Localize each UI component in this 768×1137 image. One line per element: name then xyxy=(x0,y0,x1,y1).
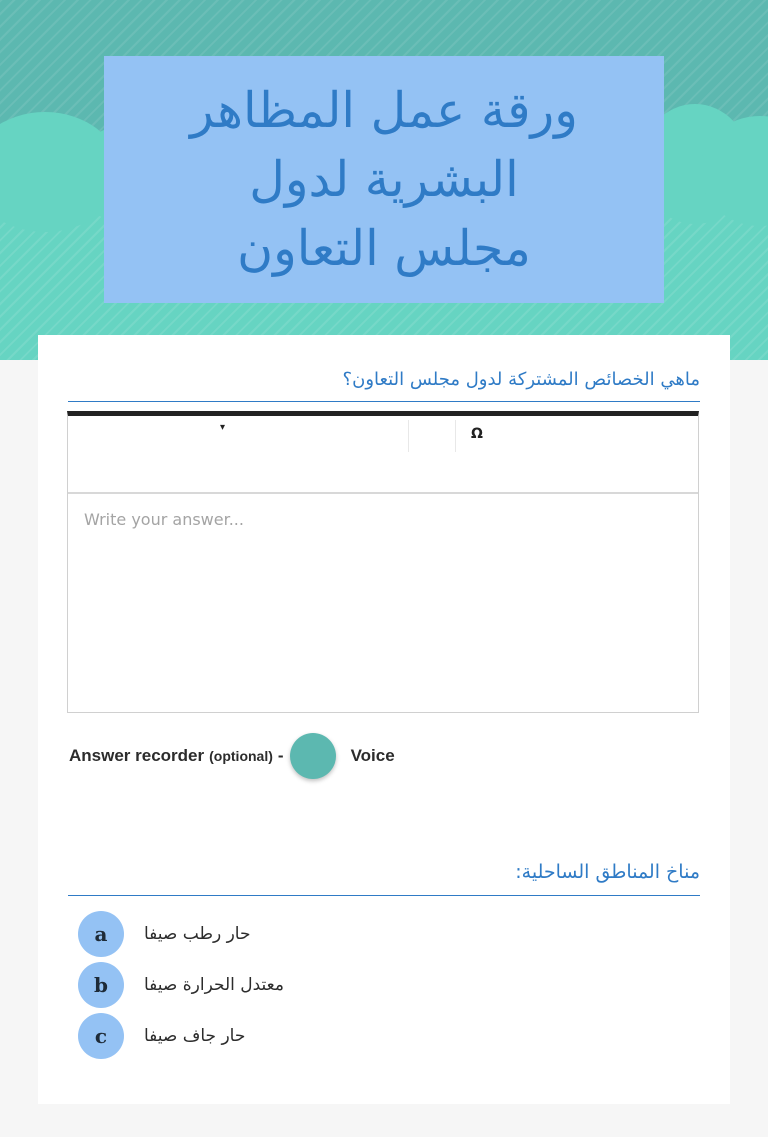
answer-recorder xyxy=(69,732,669,780)
editor-toolbar xyxy=(68,416,698,494)
recorder-label: Answer recorder xyxy=(69,746,205,765)
title-box xyxy=(104,56,664,303)
question-2-title: مناخ المناطق الساحلية: xyxy=(68,855,700,896)
recorder-voice-label: Voice xyxy=(350,746,395,765)
option-label: حار رطب صيفا xyxy=(144,924,251,944)
toolbar-divider xyxy=(408,420,409,452)
recorder-dash: - xyxy=(277,746,284,765)
page-title: ورقة عمل المظاهر البشرية لدول مجلس التعاون xyxy=(190,82,578,277)
toolbar-divider xyxy=(455,420,456,452)
question-1-title: ماهي الخصائص المشتركة لدول مجلس التعاون؟ xyxy=(68,365,700,402)
worksheet-card xyxy=(38,335,730,1104)
recorder-optional-label: (optional) xyxy=(209,748,273,764)
option-letter-badge: a xyxy=(78,911,124,957)
option-a[interactable] xyxy=(78,911,478,957)
option-letter-badge: c xyxy=(78,1013,124,1059)
answer-editor xyxy=(67,411,699,713)
format-dropdown-icon[interactable]: ▾ xyxy=(220,422,226,433)
answer-textarea[interactable] xyxy=(68,494,698,710)
header-banner xyxy=(0,0,768,360)
option-c[interactable] xyxy=(78,1013,478,1059)
option-b[interactable] xyxy=(78,962,478,1008)
special-character-icon[interactable]: Ω xyxy=(471,426,483,442)
option-label: معتدل الحرارة صيفا xyxy=(144,975,284,995)
record-voice-button[interactable] xyxy=(290,733,336,779)
option-label: حار جاف صيفا xyxy=(144,1026,246,1046)
option-letter-badge: b xyxy=(78,962,124,1008)
